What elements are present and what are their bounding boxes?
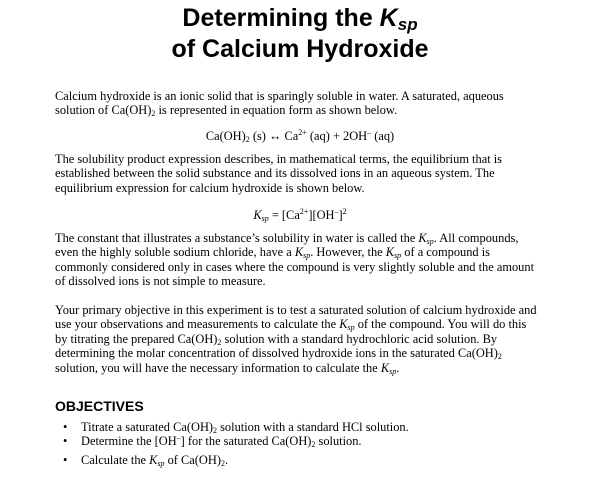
intro-paragraph: Calcium hydroxide is an ionic solid that is sparingly soluble in water. A saturated, aqueous solution of $Ca(OH)_2$ is represented in equation form as shown below. — [55, 89, 504, 119]
list-item: • Determine the [OH–] for the saturated $Ca(OH)_2$ solution. — [63, 433, 362, 449]
bullet-icon: • — [63, 453, 68, 467]
objectives-heading: OBJECTIVES — [55, 398, 144, 414]
objectives-list — [55, 420, 555, 467]
list-item: • Titrate a saturated $Ca(OH)_2$ solution with a standard HCl solution. — [63, 420, 409, 435]
objective-paragraph: Your primary objective in this experiment is to test a saturated solution of calcium hydroxide and use your observations and measurements to calculate the $K_{sp}$ of the compound. You will do this by titrating the prepared $Ca(OH)_2$ solution with a standard hydrochloric acid solution. By determining the molar concentration of dissolved hydroxide ions in the saturated $Ca(OH)_2$ solution, you will have the necessary information to calculate the $K_{sp}$. — [55, 303, 537, 376]
title-line-1: Determining the $K_{sp}$ — [182, 4, 418, 34]
bullet-icon: • — [63, 420, 68, 434]
ksp-expression: $K_{sp} = [Ca^{2+}][OH^-]^2$ — [253, 207, 347, 223]
list-item: • Calculate the $K_{sp}$ of $Ca(OH)_2$. — [63, 453, 229, 468]
solubility-paragraph: The solubility product expression describes, in mathematical terms, the equilibrium that is established between the solid substance and its dissolved ions in an aqueous system. The equilibrium expression for calcium hydroxide is shown below. — [55, 152, 502, 195]
bullet-icon: • — [63, 434, 68, 448]
constant-paragraph: The constant that illustrates a substance’s solubility in water is called the $K_{sp}$. All compounds, even the highly soluble sodium chloride, have a $K_{sp}$. However, the $K_{sp}$ of a compound is commonly considered only in cases where the compound is very slightly soluble and the amount of dissolved ions is not simple to measure. — [55, 231, 535, 289]
dissolution-equation: $Ca(OH)_2$ (s) ↔ $Ca^{2+}$ (aq) + 2OH– (aq) — [205, 128, 395, 144]
title-line-2: of Calcium Hydroxide — [171, 35, 429, 63]
